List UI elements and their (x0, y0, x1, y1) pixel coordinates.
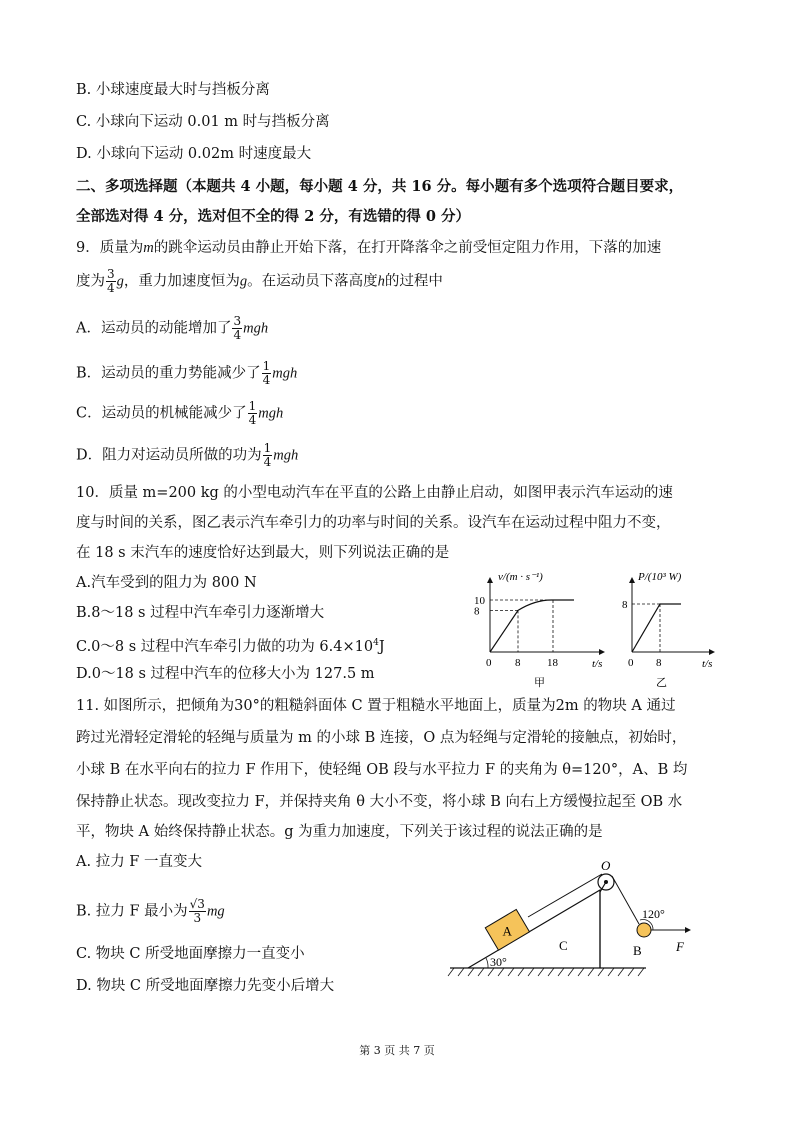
q10-c-unit: J (378, 638, 385, 655)
incline-label-c: C (559, 938, 568, 953)
rope-ob (612, 876, 639, 924)
frac-num: 1 (262, 359, 271, 373)
q10-option-b: B.8～18 s 过程中汽车牵引力逐渐增大 (76, 605, 325, 621)
q9-a-fraction (232, 315, 242, 342)
v-ytick-label: 8 (474, 605, 480, 618)
q10-option-a: A.汽车受到的阻力为 800 N (76, 575, 257, 591)
q9-d-text: D．阻力对运动员所做的功为 (76, 447, 262, 464)
q9-mgh: mgh (273, 447, 299, 464)
p-ytick-label: 8 (622, 599, 628, 611)
q9-option-a (76, 315, 268, 342)
q9-text: 的跳伞运动员由静止开始下落，在打开降落伞之前受恒定阻力作用，下落的加速 (153, 240, 662, 256)
q11-option-d: D. 物块 C 所受地面摩擦力先变小后增大 (76, 978, 335, 994)
frac-num: 3 (107, 267, 115, 281)
q9-fraction (106, 268, 116, 295)
q10-stem-line2: 度与时间的关系，图乙表示汽车牵引力的功率与时间的关系。设汽车在运动过程中阻力不变， (76, 515, 671, 531)
ball-b (637, 923, 651, 937)
frac-den: 4 (107, 281, 115, 295)
frac-num: 1 (263, 441, 272, 455)
q11-option-c: C. 物块 C 所受地面摩擦力一直变小 (76, 946, 305, 962)
frac-num: √3 (189, 897, 205, 911)
q9-var-h: h (377, 273, 385, 290)
q9-b-fraction (262, 360, 272, 387)
p-chart-caption: 乙 (656, 677, 667, 689)
q9-text: 9．质量为 (76, 240, 144, 256)
q9-option-b (76, 360, 297, 387)
q9-option-c (76, 400, 283, 427)
q10-stem-line3: 在 18 s 末汽车的速度恰好达到最大，则下列说法正确的是 (76, 545, 450, 561)
v-chart-xlabel: t/s (592, 658, 603, 670)
prev-option-d: D. 小球向下运动 0.02m 时速度最大 (76, 146, 312, 162)
frac-den: 4 (262, 373, 271, 387)
v-series-line (490, 600, 574, 652)
frac-num: 1 (248, 399, 257, 413)
q10-stem-line1: 10．质量 m=200 kg 的小型电动汽车在平直的公路上由静止启动，如图甲表示汽车运动的速 (76, 485, 673, 501)
q9-text: ，重力加速度恒为 (123, 273, 240, 290)
p-chart-ylabel: P/(10³ W) (638, 571, 682, 583)
block-a-label: A (502, 923, 512, 939)
q10-c-text: C.0～8 s 过程中汽车牵引力做的功为 6.4×10 (76, 638, 374, 655)
v-chart-caption: 甲 (534, 677, 545, 689)
angle-30-arc (486, 958, 488, 968)
q9-d-fraction (263, 442, 273, 469)
q9-a-text: A．运动员的动能增加了 (76, 320, 232, 337)
q9-mgh: mgh (258, 405, 284, 422)
q10-c-exponent: 4 (373, 638, 379, 648)
q11-b-fraction (189, 898, 206, 925)
p-xtick-label: 8 (656, 657, 662, 669)
q9-mgh: mgh (243, 320, 269, 337)
frac-den: 3 (193, 911, 202, 925)
power-time-chart (622, 568, 722, 693)
v-chart-ylabel: v/(m · s⁻¹) (498, 571, 543, 583)
q11-b-text: B. 拉力 F 最小为 (76, 903, 188, 920)
angle-120-label: 120° (642, 907, 665, 921)
p-series-line (632, 604, 681, 652)
q9-mgh: mgh (272, 365, 298, 382)
frac-den: 4 (263, 455, 272, 469)
p-xtick-label: 0 (628, 657, 634, 669)
q9-option-d (76, 442, 298, 469)
ground-hatch (448, 968, 644, 976)
point-o-label: O (601, 860, 611, 873)
q9-text: 的过程中 (384, 273, 443, 290)
q9-c-fraction (248, 400, 258, 427)
section2-header-line2: 全部选对得 4 分，选对但不全的得 2 分，有选错的得 0 分） (76, 208, 471, 225)
q11-stem-line5: 平，物块 A 始终保持静止状态。g 为重力加速度，下列关于该过程的说法正确的是 (76, 824, 603, 840)
q11-stem-line1: 11. 如图所示，把倾角为30°的粗糙斜面体 C 置于粗糙水平地面上，质量为2m 的物块 A 通过 (76, 698, 676, 714)
v-ytick-label: 10 (474, 595, 485, 607)
v-xtick-label: 0 (486, 657, 492, 669)
frac-den: 4 (248, 413, 257, 427)
force-f-label: F (676, 939, 684, 954)
q11-option-b (76, 898, 225, 925)
velocity-time-chart (462, 568, 612, 693)
q9-var-m: m (143, 240, 154, 256)
q9-text: 。在运动员下落高度 (247, 273, 378, 290)
q11-stem-line3: 小球 B 在水平向右的拉力 F 作用下，使轻绳 OB 段与水平拉力 F 的夹角为 θ=120°，A、B 均 (76, 762, 688, 778)
q11-option-a: A. 拉力 F 一直变大 (76, 854, 202, 870)
q11-b-mg: mg (206, 903, 225, 920)
incline-pulley-figure (446, 860, 716, 985)
q11-stem-line2: 跨过光滑轻定滑轮的轻绳与质量为 m 的小球 B 连接，O 点为轻绳与定滑轮的接触点，初始时， (76, 730, 687, 746)
v-xtick-label: 8 (515, 657, 521, 669)
ball-b-label: B (633, 943, 642, 958)
q9-var-g: g (116, 273, 124, 290)
angle-30-label: 30° (490, 955, 507, 969)
q10-option-c (76, 633, 385, 657)
q9-text: 度为 (76, 273, 105, 290)
p-chart-xlabel: t/s (702, 658, 713, 670)
prev-option-c: C. 小球向下运动 0.01 m 时与挡板分离 (76, 114, 330, 130)
frac-den: 4 (233, 328, 242, 342)
q9-b-text: B．运动员的重力势能减少了 (76, 365, 261, 382)
frac-num: 3 (233, 314, 242, 328)
v-xtick-label: 18 (547, 657, 558, 669)
q9-var-g: g (239, 273, 248, 290)
q10-option-d: D.0～18 s 过程中汽车的位移大小为 127.5 m (76, 666, 375, 682)
q9-stem-line1 (76, 238, 661, 258)
prev-option-b: B. 小球速度最大时与挡板分离 (76, 82, 270, 98)
page-footer: 第 3 页 共 7 页 (359, 1044, 435, 1057)
q9-stem-line2 (76, 268, 443, 295)
q11-stem-line4: 保持静止状态。现改变拉力 F，并保持夹角 θ 大小不变，将小球 B 向右上方缓慢拉起至 OB 水 (76, 794, 683, 810)
section2-header-line1: 二、多项选择题（本题共 4 小题，每小题 4 分，共 16 分。每小题有多个选项符合题目要求， (76, 178, 684, 195)
q9-c-text: C．运动员的机械能减少了 (76, 405, 247, 422)
